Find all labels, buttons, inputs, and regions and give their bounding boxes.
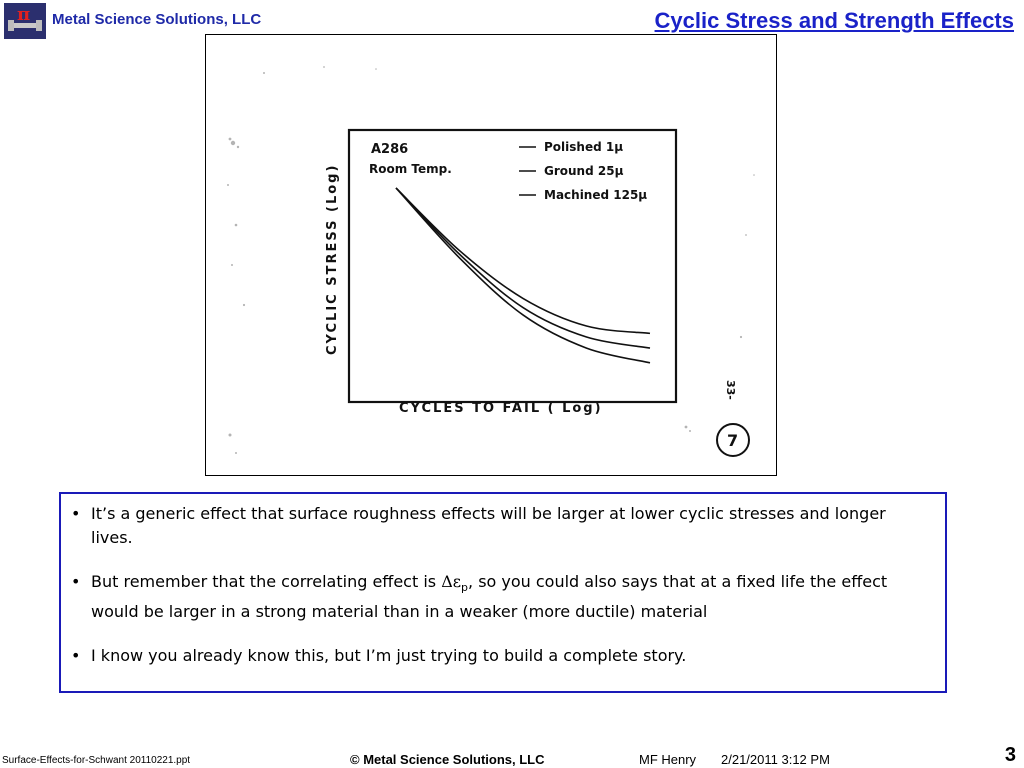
note-text-3: I know you already know this, but I’m just trying to build a complete story. bbox=[91, 646, 687, 666]
circled-number-text: 7 bbox=[727, 431, 739, 450]
note-text-2a: But remember that the correlating effect is bbox=[91, 572, 442, 591]
series-line-3 bbox=[396, 188, 650, 363]
legend-label-2: Ground 25μ bbox=[544, 164, 624, 178]
y-axis-label: CYCLIC STRESS (Log) bbox=[325, 163, 340, 355]
company-name: Metal Science Solutions, LLC bbox=[52, 11, 262, 28]
chart-legend bbox=[519, 140, 647, 202]
fatigue-chart bbox=[206, 35, 778, 477]
legend-label-1: Polished 1μ bbox=[544, 140, 624, 154]
list-item bbox=[71, 502, 931, 550]
note-text-1: It’s a generic effect that surface roughness effects will be larger at lower cyclic stresses and longer lives. bbox=[91, 504, 886, 547]
legend-label-3: Machined 125μ bbox=[544, 188, 648, 202]
footer-filename: Surface-Effects-for-Schwant 20110221.ppt bbox=[2, 755, 191, 766]
slide-title: Cyclic Stress and Strength Effects bbox=[654, 8, 1014, 33]
series-line-1 bbox=[396, 188, 650, 333]
chart-material-label: A286 bbox=[371, 142, 409, 157]
pi-wrench-logo-icon bbox=[4, 3, 46, 39]
bullet: • bbox=[71, 646, 81, 666]
x-axis-label: CYCLES TO FAIL ( Log) bbox=[399, 401, 603, 416]
circled-number bbox=[717, 424, 749, 456]
bullet: • bbox=[71, 572, 81, 591]
notes-box bbox=[59, 492, 947, 693]
delta-epsilon-symbol: Δε bbox=[441, 572, 462, 591]
note-text-2b: , so you could also says that at a fixed life the effect would be larger in a strong material than in a weaker (more ductile) material bbox=[91, 572, 888, 622]
chart-condition-label: Room Temp. bbox=[369, 162, 452, 176]
footer-copyright: © Metal Science Solutions, LLC bbox=[350, 752, 545, 767]
list-item bbox=[71, 644, 931, 668]
chart-series bbox=[396, 188, 650, 363]
bullet: • bbox=[71, 504, 81, 523]
footer-date: 2/21/2011 3:12 PM bbox=[721, 752, 830, 767]
scanned-figure bbox=[205, 34, 777, 476]
series-line-2 bbox=[396, 188, 650, 348]
plastic-subscript: p bbox=[461, 581, 469, 595]
svg-text:π: π bbox=[17, 4, 31, 25]
list-item bbox=[71, 570, 931, 624]
page-number: 3 bbox=[1004, 744, 1016, 766]
footer-author: MF Henry bbox=[639, 752, 697, 767]
page-mark: 33- bbox=[724, 380, 737, 400]
